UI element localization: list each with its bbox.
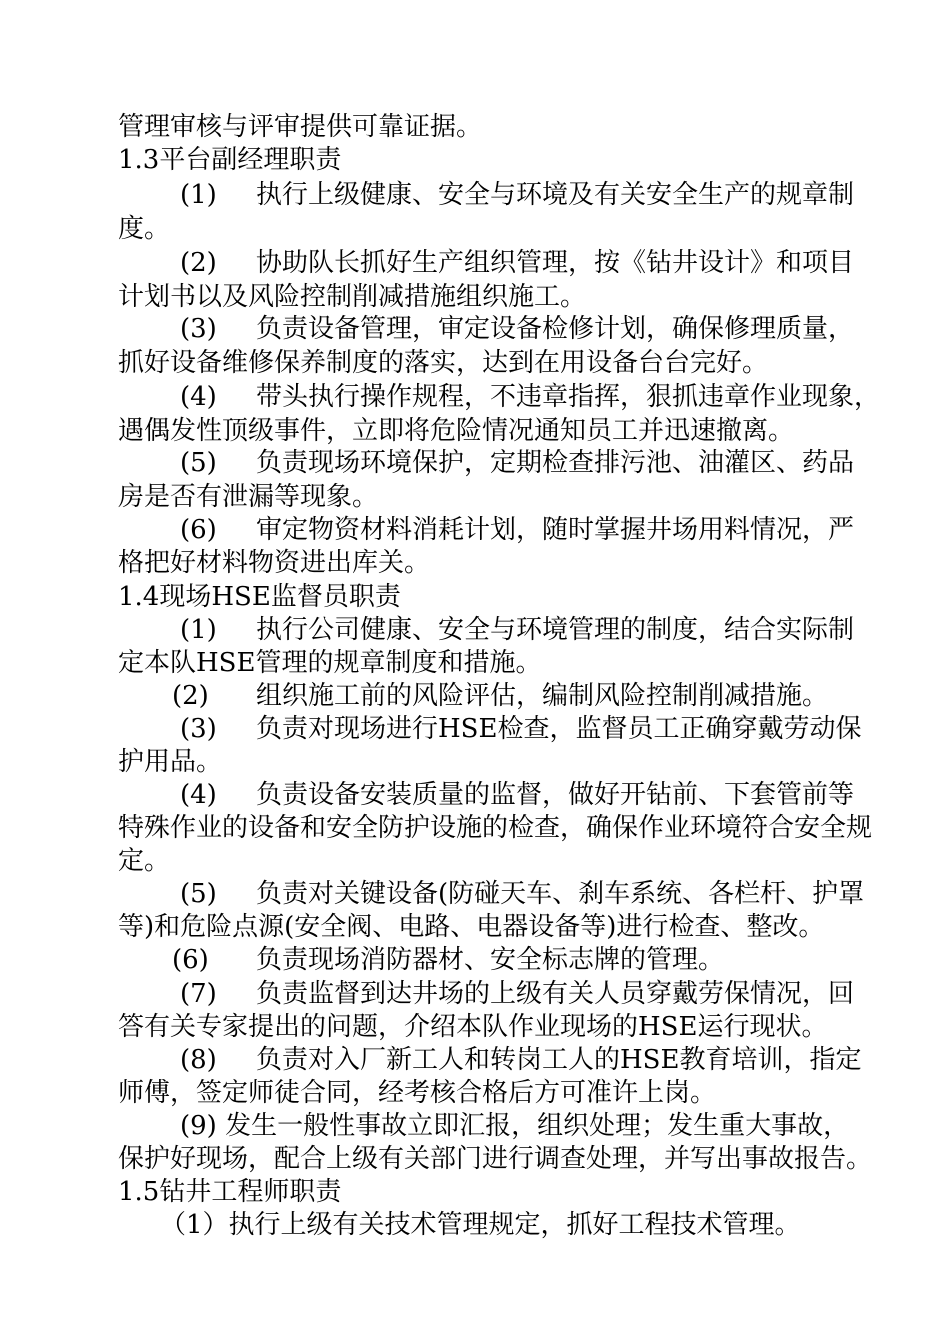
list-item: [180, 877, 890, 911]
list-item: [180, 977, 890, 1011]
list-item: [180, 312, 890, 346]
item-marker: (5): [180, 448, 217, 478]
item-text: 带头执行操作规程，不违章指挥，狠抓违章作业现象，: [256, 382, 881, 412]
item-marker: (5): [180, 879, 217, 909]
list-item: [180, 613, 890, 647]
item-text: 负责监督到达井场的上级有关人员穿戴劳保情况，回: [256, 979, 855, 1009]
list-item-text: （1）执行上级有关技术管理规定，抓好工程技术管理。: [160, 1210, 801, 1240]
item-marker: (4): [180, 382, 217, 412]
item-text: 负责对现场进行HSE检查，监督员工正确穿戴劳动保: [256, 714, 862, 744]
text-line: 保护好现场，配合上级有关部门进行调查处理，并写出事故报告。: [118, 1144, 873, 1174]
item-text: 负责现场消防器材、安全标志牌的管理。: [256, 945, 725, 975]
list-item: [180, 778, 890, 812]
text-line: 定。: [118, 846, 171, 876]
item-text: 组织施工前的风险评估，编制风险控制削减措施。: [256, 681, 829, 711]
text-line: 答有关专家提出的问题，介绍本队作业现场的HSE运行现状。: [118, 1012, 828, 1042]
text-line: 护用品。: [118, 747, 223, 777]
list-item-text: (9) 发生一般性事故立即汇报，组织处理；发生重大事故，: [180, 1111, 850, 1141]
item-marker: (3): [180, 314, 217, 344]
text-line: 格把好材料物资进出库关。: [118, 548, 431, 578]
item-marker: (2): [180, 248, 217, 278]
list-item: [180, 712, 890, 746]
item-text: 执行公司健康、安全与环境管理的制度，结合实际制: [256, 615, 855, 645]
item-text: 负责设备安装质量的监督，做好开钻前、下套管前等: [256, 780, 855, 810]
item-text: 负责现场环境保护，定期检查排污池、油灌区、药品: [256, 448, 855, 478]
item-marker: (6): [180, 515, 217, 545]
section-heading: 1.3平台副经理职责: [118, 145, 342, 175]
list-item: [180, 513, 890, 547]
item-marker: (6): [172, 945, 209, 975]
section-heading: 1.4现场HSE监督员职责: [118, 582, 401, 612]
item-text: 执行上级健康、安全与环境及有关安全生产的规章制: [256, 180, 855, 210]
item-marker: (2): [172, 681, 209, 711]
item-marker: (1): [180, 615, 217, 645]
item-marker: (7): [180, 979, 217, 1009]
item-marker: (8): [180, 1045, 217, 1075]
text-line: 遇偶发性顶级事件，立即将危险情况通知员工并迅速撤离。: [118, 416, 795, 446]
item-marker: (3): [180, 714, 217, 744]
item-text: 负责设备管理，审定设备检修计划，确保修理质量，: [256, 314, 855, 344]
item-text: 负责对关键设备(防碰天车、刹车系统、各栏杆、护罩: [256, 879, 865, 909]
list-item: [180, 380, 890, 414]
text-line: 房是否有泄漏等现象。: [118, 482, 379, 512]
list-item: [172, 679, 890, 713]
text-line: 定本队HSE管理的规章制度和措施。: [118, 648, 542, 678]
item-text: 协助队长抓好生产组织管理，按《钻井设计》和项目: [256, 248, 855, 278]
list-item: [180, 178, 890, 212]
list-item: [172, 943, 890, 977]
text-line: 管理审核与评审提供可靠证据。: [118, 112, 483, 142]
item-text: 负责对入厂新工人和转岗工人的HSE教育培训，指定: [256, 1045, 862, 1075]
list-item: [180, 246, 890, 280]
text-line: 等)和危险点源(安全阀、电路、电器设备等)进行检查、整改。: [118, 912, 825, 942]
list-item: [180, 446, 890, 480]
text-line: 师傅，签定师徒合同，经考核合格后方可准许上岗。: [118, 1078, 717, 1108]
section-heading: 1.5钻井工程师职责: [118, 1177, 342, 1207]
item-marker: (1): [180, 180, 217, 210]
text-line: 度。: [118, 214, 171, 244]
item-text: 审定物资材料消耗计划，随时掌握井场用料情况，严: [256, 515, 855, 545]
item-marker: (4): [180, 780, 217, 810]
list-item: [180, 1043, 890, 1077]
text-line: 计划书以及风险控制削减措施组织施工。: [118, 282, 587, 312]
text-line: 特殊作业的设备和安全防护设施的检查，确保作业环境符合安全规: [118, 813, 873, 843]
text-line: 抓好设备维修保养制度的落实，达到在用设备台台完好。: [118, 348, 769, 378]
